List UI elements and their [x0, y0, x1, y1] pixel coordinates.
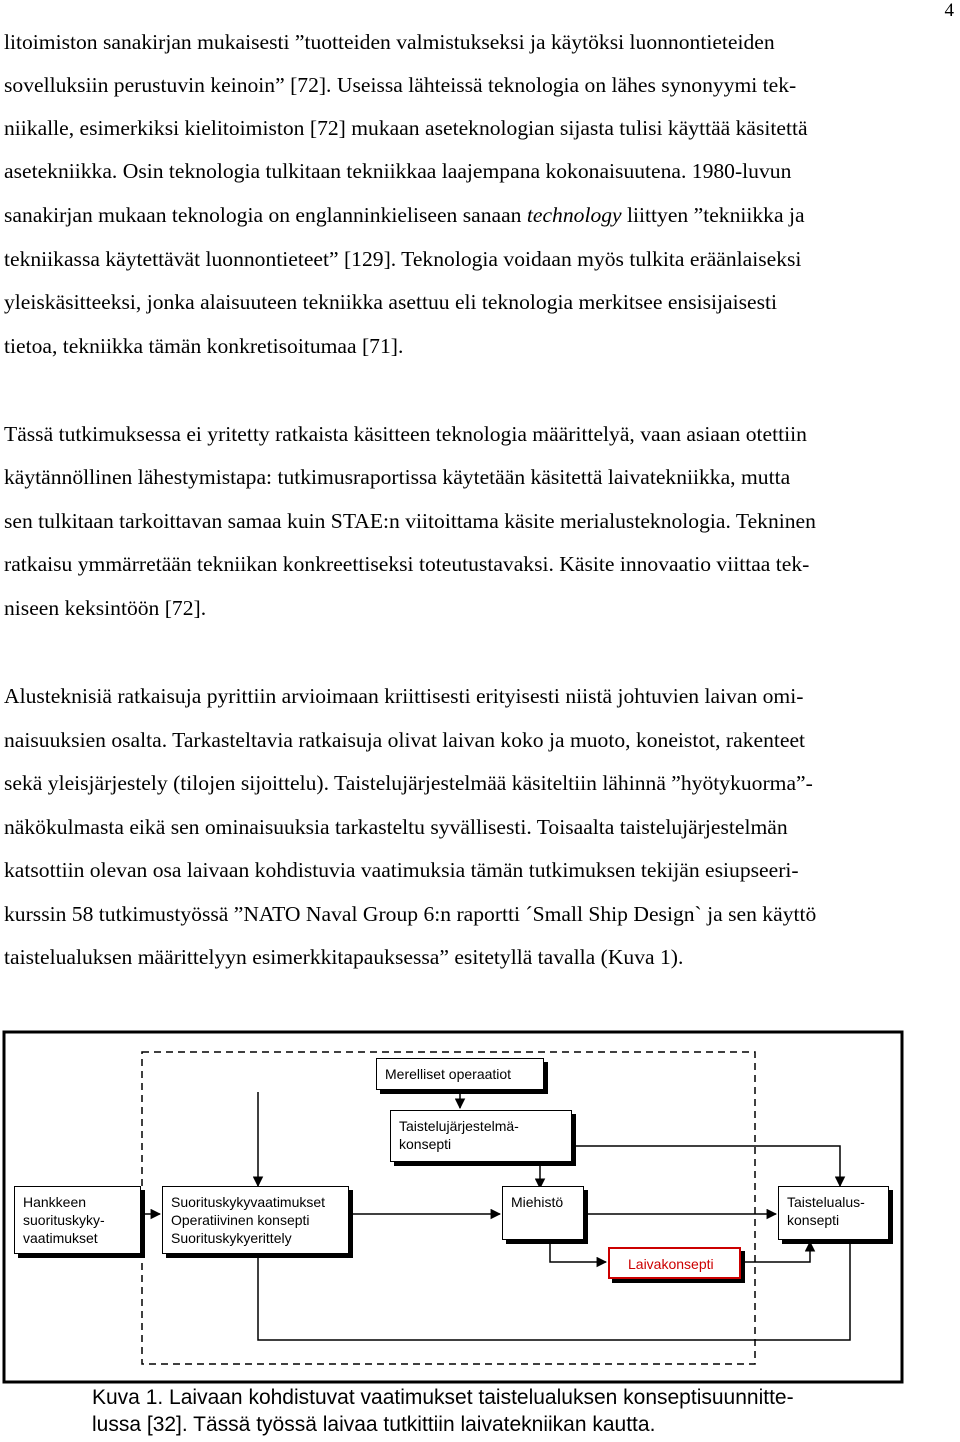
text-line: yleiskäsitteeksi, jonka alaisuuteen tekniikka asettuu eli teknologia merkitsee ensisijaisesti: [4, 290, 777, 314]
figure-diagram: [0, 1028, 960, 1388]
italic-term: technology: [526, 203, 622, 227]
page-number: 4: [944, 0, 954, 21]
text-line: niikalle, esimerkiksi kielitoimiston [72] mukaan aseteknologian sijasta tulisi käyttää käsitettä: [4, 116, 808, 140]
box-label: konsepti: [399, 1136, 452, 1152]
box-label: vaatimukset: [23, 1230, 98, 1246]
box-label: Suorituskykyerittely: [171, 1230, 292, 1246]
box-laivakonsepti: [608, 1247, 741, 1279]
box-label: Merelliset operaatiot: [385, 1066, 512, 1082]
box-label: Taistelualus-: [787, 1194, 865, 1210]
box-label: konsepti: [787, 1212, 840, 1228]
text-line: tietoa, tekniikka tämän konkretisoitumaa [71].: [4, 334, 404, 358]
text-line: tekniikassa käytettävät luonnontieteet” [129]. Teknologia voidaan myös tulkita eräänlaiseksi: [4, 247, 802, 271]
text-line: Alusteknisiä ratkaisuja pyrittiin arvioimaan kriittisesti erityisesti niistä johtuvien laivan omi-: [4, 684, 804, 708]
arrow-laivakonsepti-to-taistelualus: [742, 1242, 810, 1262]
text-line: käytännöllinen lähestymistapa: tutkimusraportissa käytetään käsitettä laivatekniikka, mutta: [4, 465, 791, 489]
box-hankkeen-suorituskykyvaatimukset: [14, 1186, 141, 1254]
caption-line: lussa [32]. Tässä työssä laivaa tutkittiin laivatekniikan kautta.: [92, 1413, 656, 1436]
box-label: Hankkeen: [23, 1194, 87, 1210]
text-line: sovelluksiin perustuvin keinoin” [72]. Useissa lähteissä teknologia on lähes synonyymi tek-: [4, 73, 797, 97]
box-miehisto: [502, 1186, 584, 1240]
box-taistelualuskonsepti: [778, 1186, 889, 1240]
text-line: naisuuksien osalta. Tarkasteltavia ratkaisuja olivat laivan koko ja muoto, koneistot, rakenteet: [4, 728, 806, 752]
box-label: Suorituskykyvaatimukset: [171, 1194, 326, 1210]
box-merelliset-operaatiot: [376, 1058, 544, 1090]
box-label: Miehistö: [511, 1194, 564, 1210]
arrow-feedback-loop: [258, 1242, 850, 1340]
text-line: litoimiston sanakirjan mukaisesti ”tuotteiden valmistukseksi ja käytöksi luonnontieteiden: [4, 30, 775, 54]
text-line: kurssin 58 tutkimustyössä ”NATO Naval Group 6:n raportti ´Small Ship Design` ja sen käyttö: [4, 902, 817, 926]
box-label: Taistelujärjestelmä-: [399, 1118, 519, 1134]
text-line: Tässä tutkimuksessa ei yritetty ratkaista käsitteen teknologia määrittelyä, vaan asiaan otettiin: [4, 422, 807, 446]
text-line: taistelualuksen määrittelyyn esimerkkitapauksessa” esitetyllä tavalla (Kuva 1).: [4, 945, 684, 969]
text-line: sekä yleisjärjestely (tilojen sijoittelu). Taistelujärjestelmää käsiteltiin lähinnä ”hyötykuorma”-: [4, 771, 813, 795]
text-line: näkökulmasta eikä sen ominaisuuksia tarkasteltu syvällisesti. Toisaalta taistelujärjestelmän: [4, 815, 788, 839]
text-line: ratkaisu ymmärretään tekniikan konkreettiseksi toteutustavaksi. Käsite innovaatio viittaa tek-: [4, 552, 810, 576]
box-taistelujarjestelma-konsepti: [390, 1110, 572, 1162]
box-label: Laivakonsepti: [628, 1256, 714, 1272]
text-line: niseen keksintöön [72].: [4, 596, 207, 620]
box-label: suorituskyky-: [23, 1212, 105, 1228]
text-line: [4, 202, 805, 228]
text-segment: sanakirjan mukaan teknologia on englanninkieliseen sanaan: [4, 203, 527, 227]
arrow-taistelujarjestelma-to-taistelualus: [573, 1146, 840, 1186]
box-suorituskykyvaatimukset: [162, 1186, 349, 1254]
text-line: asetekniikka. Osin teknologia tulkitaan tekniikkaa laajempana kokonaisuutena. 1980-luvun: [4, 159, 792, 183]
arrow-miehisto-to-laivakonsepti: [550, 1242, 606, 1262]
text-segment: liittyen ”tekniikka ja: [621, 203, 805, 227]
caption-line: Kuva 1. Laivaan kohdistuvat vaatimukset taistelualuksen konseptisuunnitte-: [92, 1386, 794, 1409]
text-line: katsottiin olevan osa laivaan kohdistuvia vaatimuksia tämän tutkimuksen tekijän esiupseeri-: [4, 858, 799, 882]
box-label: Operatiivinen konsepti: [171, 1212, 310, 1228]
text-line: sen tulkitaan tarkoittavan samaa kuin STAE:n viitoittama käsite merialusteknologia. Tekninen: [4, 509, 816, 533]
